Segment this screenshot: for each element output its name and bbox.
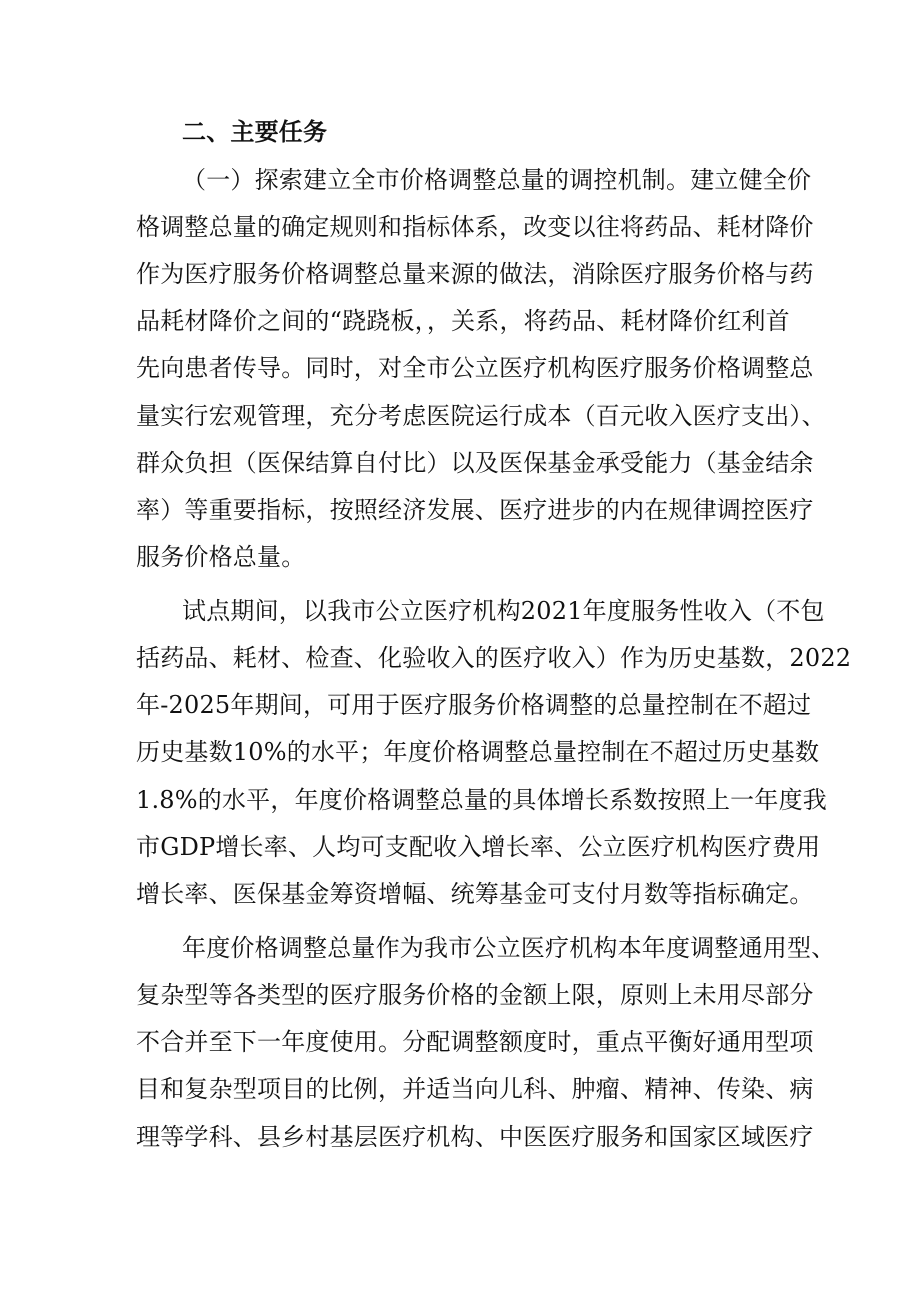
section-heading: 二、主要任务 [182,118,328,146]
paragraph-line: 量实行宏观管理，充分考虑医院运行成本（百元收入医疗支出）、 [136,402,826,430]
paragraph-line: 1.8%的水平，年度价格调整总量的具体增长系数按照上一年度我 [136,786,827,814]
paragraph-line: 年度价格调整总量作为我市公立医疗机构本年度调整通用型、 [182,934,836,962]
paragraph-line: 市GDP增长率、人均可支配收入增长率、公立医疗机构医疗费用 [136,833,821,861]
paragraph-line: 试点期间，以我市公立医疗机构2021年度服务性收入（不包 [182,597,825,625]
paragraph-line: 复杂型等各类型的医疗服务价格的金额上限，原则上未用尽部分 [136,981,814,1009]
paragraph-line: 群众负担（医保结算自付比）以及医保基金承受能力（基金结余 [136,449,814,477]
paragraph-line: 不合并至下一年度使用。分配调整额度时，重点平衡好通用型项 [136,1028,814,1056]
paragraph-line: 目和复杂型项目的比例，并适当向儿科、肿瘤、精神、传染、病 [136,1075,814,1103]
paragraph-line: 服务价格总量。 [136,543,306,571]
paragraph-line: 年-2025年期间，可用于医疗服务价格调整的总量控制在不超过 [136,691,812,719]
paragraph-line: 理等学科、县乡村基层医疗机构、中医医疗服务和国家区域医疗 [136,1123,814,1151]
paragraph-line: 历史基数10%的水平；年度价格调整总量控制在不超过历史基数 [136,738,820,766]
paragraph-line: 括药品、耗材、检查、化验收入的医疗收入）作为历史基数，2022 [136,644,852,672]
paragraph-line: 率）等重要指标，按照经济发展、医疗进步的内在规律调控医疗 [136,496,814,524]
paragraph-line: （一）探索建立全市价格调整总量的调控机制。建立健全价 [182,166,812,194]
paragraph-line: 作为医疗服务价格调整总量来源的做法，消除医疗服务价格与药 [136,260,814,288]
paragraph-line: 格调整总量的确定规则和指标体系，改变以往将药品、耗材降价 [136,213,814,241]
paragraph-line: 品耗材降价之间的“跷跷板，，关系，将药品、耗材降价红利首 [136,307,790,335]
paragraph-line: 先向患者传导。同时，对全市公立医疗机构医疗服务价格调整总 [136,354,814,382]
paragraph-line: 增长率、医保基金筹资增幅、统筹基金可支付月数等指标确定。 [136,880,814,908]
